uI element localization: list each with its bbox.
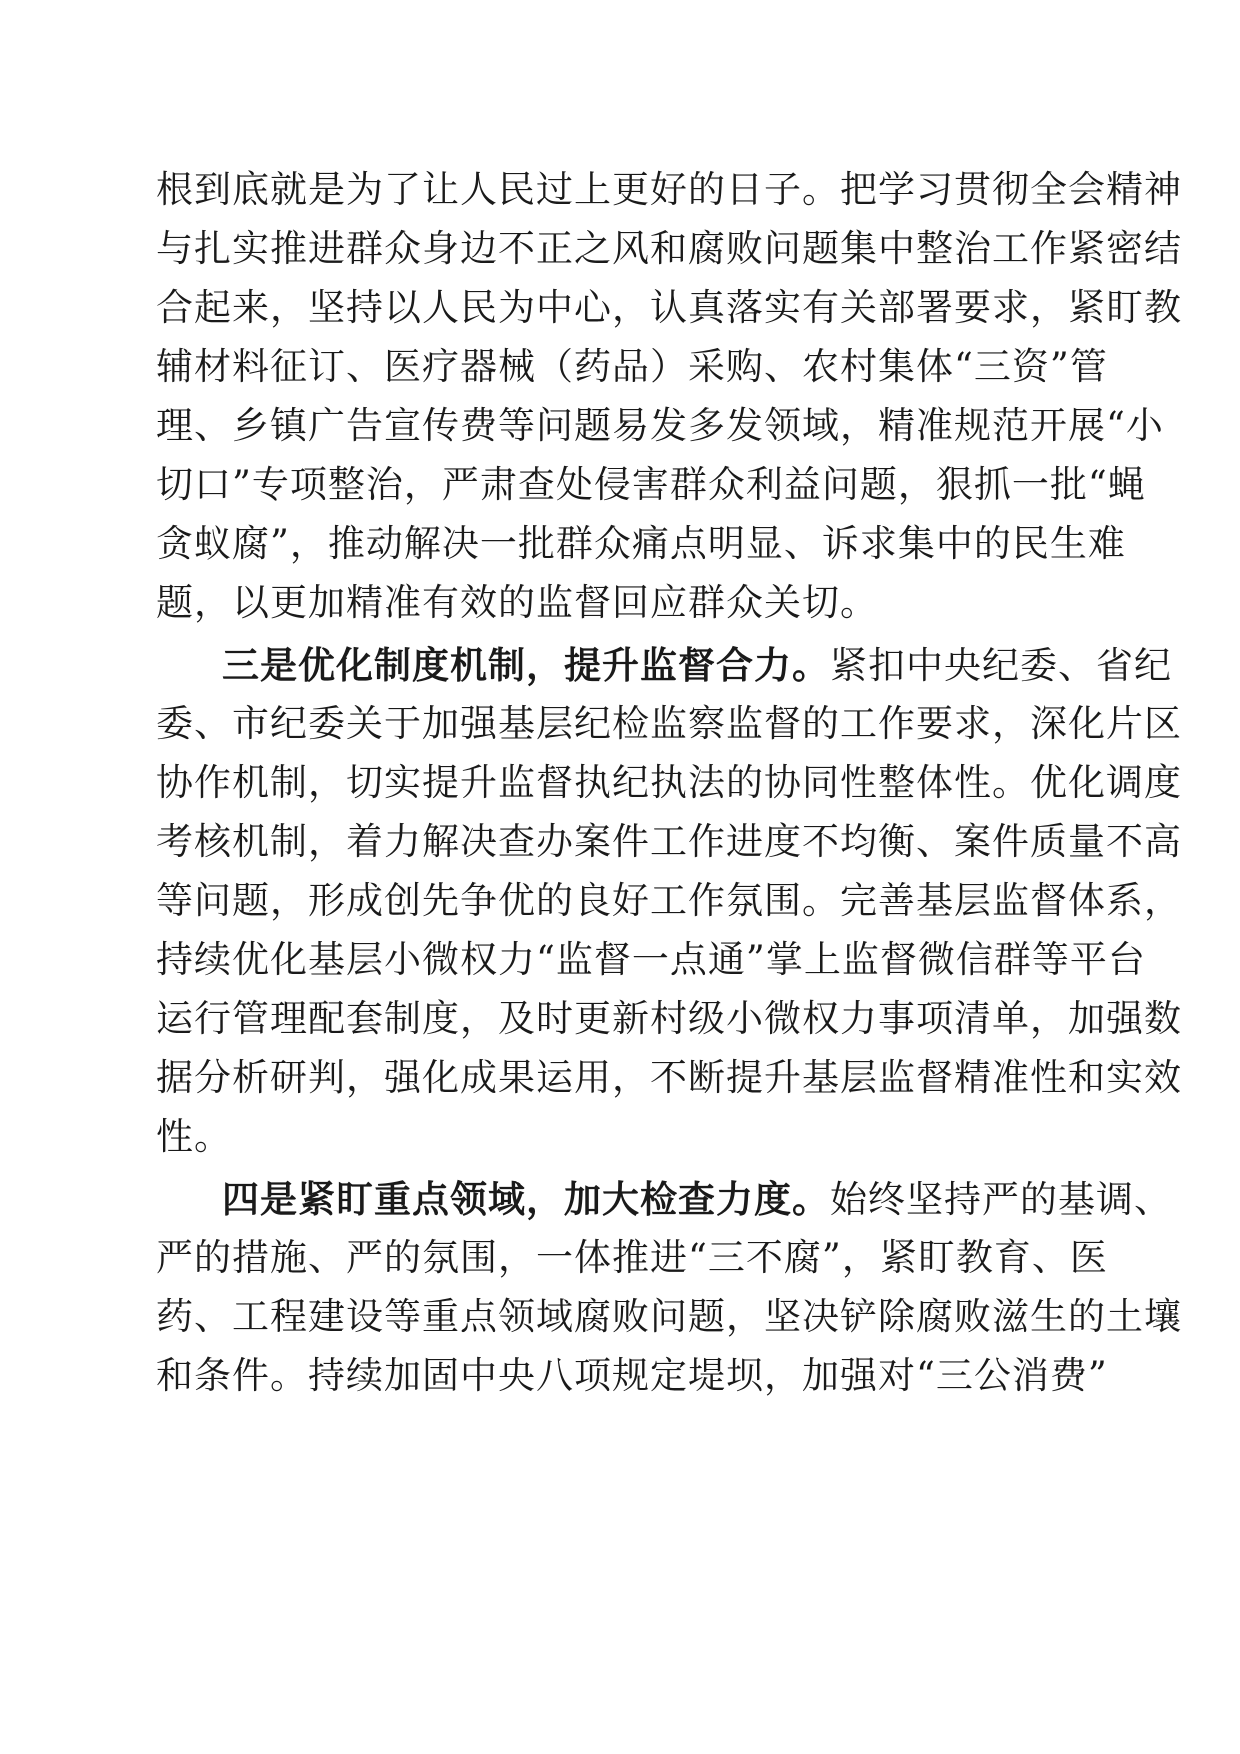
paragraph-1-line-8: 题，以更加精准有效的监督回应群众关切。 (156, 581, 878, 624)
paragraph-2-line-9: 性。 (156, 1115, 232, 1158)
paragraph-2-line-8: 据分析研判，强化成果运用，不断提升基层监督精准性和实效 (156, 1056, 1182, 1099)
paragraph-2-line-1 (222, 633, 1172, 697)
paragraph-3-heading: 四是紧盯重点领域，加大检查力度。 (222, 1177, 830, 1221)
paragraph-2-line-2: 委、市纪委关于加强基层纪检监察监督的工作要求，深化片区 (156, 702, 1182, 745)
paragraph-3-line-3: 药、工程建设等重点领域腐败问题，坚决铲除腐败滋生的土壤 (156, 1295, 1182, 1338)
paragraph-1-line-5: 理、乡镇广告宣传费等问题易发多发领域，精准规范开展“小 (156, 404, 1164, 447)
paragraph-1-line-3: 合起来，坚持以人民为中心，认真落实有关部署要求，紧盯教 (156, 286, 1182, 329)
paragraph-3-line-4: 和条件。持续加固中央八项规定堤坝，加强对“三公消费” (156, 1354, 1108, 1397)
paragraph-1-line-4: 辅材料征订、医疗器械（药品）采购、农村集体“三资”管 (156, 345, 1108, 388)
paragraph-2-line-6: 持续优化基层小微权力“监督一点通”掌上监督微信群等平台 (156, 938, 1146, 981)
paragraph-2-line-7: 运行管理配套制度，及时更新村级小微权力事项清单，加强数 (156, 997, 1182, 1040)
paragraph-3-first-line-rest: 始终坚持严的基调、 (830, 1178, 1172, 1221)
paragraph-1-line-2: 与扎实推进群众身边不正之风和腐败问题集中整治工作紧密结 (156, 227, 1182, 270)
paragraph-2-first-line-rest: 紧扣中央纪委、省纪 (830, 644, 1172, 687)
paragraph-1-line-1: 根到底就是为了让人民过上更好的日子。把学习贯彻全会精神 (156, 168, 1182, 211)
paragraph-2-heading: 三是优化制度机制，提升监督合力。 (222, 643, 830, 687)
paragraph-1-line-6: 切口”专项整治，严肃查处侵害群众利益问题，狠抓一批“蝇 (156, 463, 1146, 506)
paragraph-2-line-5: 等问题，形成创先争优的良好工作氛围。完善基层监督体系， (156, 879, 1182, 922)
paragraph-1-line-7: 贪蚁腐”，推动解决一批群众痛点明显、诉求集中的民生难 (156, 522, 1126, 565)
paragraph-3-line-2: 严的措施、严的氛围，一体推进“三不腐”，紧盯教育、医 (156, 1236, 1108, 1279)
paragraph-3-line-1 (222, 1167, 1172, 1231)
paragraph-2-line-3: 协作机制，切实提升监督执纪执法的协同性整体性。优化调度 (156, 761, 1182, 804)
paragraph-2-line-4: 考核机制，着力解决查办案件工作进度不均衡、案件质量不高 (156, 820, 1182, 863)
